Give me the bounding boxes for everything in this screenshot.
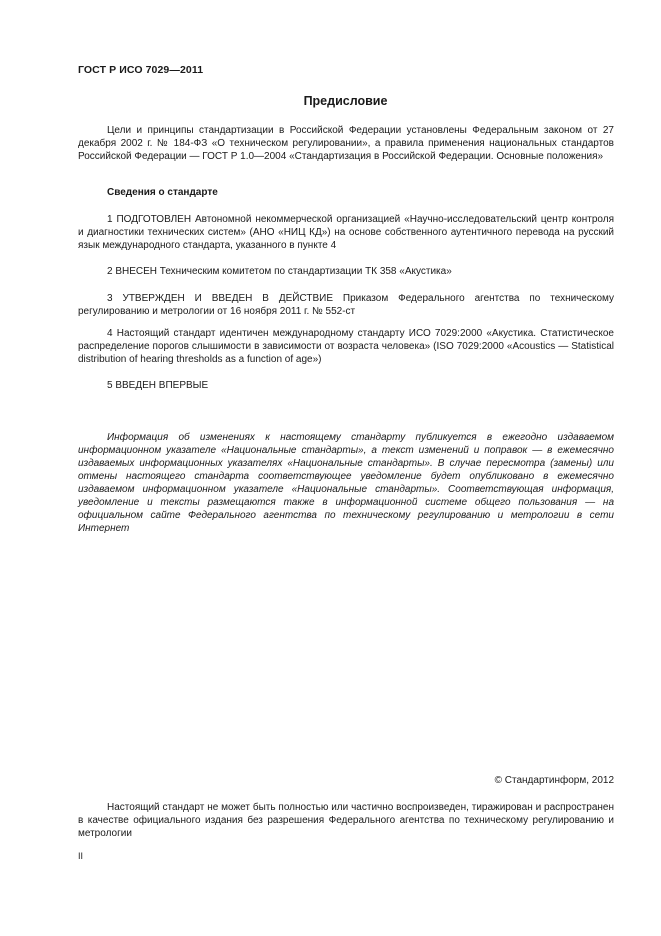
notice-block [78,431,614,535]
info-item-2: 2 ВНЕСЕН Техническим комитетом по стандартизации ТК 358 «Акустика» [107,266,452,277]
info-item-5: 5 ВВЕДЕН ВПЕРВЫЕ [107,380,209,391]
reproduction-block [78,801,614,840]
item-4-block [78,327,614,366]
copyright-line: © Стандартинформ, 2012 [494,775,614,786]
info-heading: Сведения о стандарте [107,187,218,198]
info-item-3: 3 УТВЕРЖДЕН И ВВЕДЕН В ДЕЙСТВИЕ Приказом Федерального агентства по техническому регулированию и метрологии от 16 ноября 2011 г. № 552-ст [78,293,614,317]
notice-paragraph: Информация об изменениях к настоящему стандарту публикуется в ежегодно издаваемом информационном указателе «Национальные стандарты», а текст изменений и поправок — в ежемесячно издаваемых информационных указателях «Национальные стандарты». В случае пересмотра (замены) или отмены настоящего стандарта соответствующее уведомление будет опубликовано в ежемесячно издаваемом информационном указателе «Национальные стандарты». Соответствующая информация, уведомление и тексты размещаются также в информационной системе общего пользования — на официальном сайте Федерального агентства по техническому регулированию и метрологии в сети Интернет [78,432,614,534]
info-item-4: 4 Настоящий стандарт идентичен международному стандарту ИСО 7029:2000 «Акустика. Статистическое распределение порогов слышимости в зависимости от возраста человека» (ISO 7029:2000 «Acoustics — Statistical distribution of hearing thresholds as a function of age») [78,328,614,365]
intro-paragraph: Цели и принципы стандартизации в Российской Федерации установлены Федеральным законом от 27 декабря 2002 г. № 184-ФЗ «О техническом регулировании», а правила применения национальных стандартов Российской Федерации — ГОСТ Р 1.0—2004 «Стандартизация в Российской Федерации. Основные положения» [78,125,614,162]
info-heading-block [78,186,614,199]
page-title: Предисловие [303,94,388,108]
reproduction-notice: Настоящий стандарт не может быть полностью или частично воспроизведен, тиражирован и распространен в качестве официального издания без разрешения Федерального агентства по техническому регулированию и метрологии [78,802,614,839]
item-2-block [78,265,614,278]
info-item-1: 1 ПОДГОТОВЛЕН Автономной некоммерческой организацией «Научно-исследовательский центр контроля и диагностики технических систем» (АНО «НИЦ КД») на основе собственного аутентичного перевода на русский язык международного стандарта, указанного в пункте 4 [78,214,614,251]
intro-block [78,124,614,163]
item-1-block [78,213,614,252]
item-3-block [78,292,614,318]
page-number: II [78,851,84,861]
item-5-block [78,379,614,392]
standard-header: ГОСТ Р ИСО 7029—2011 [78,64,204,76]
